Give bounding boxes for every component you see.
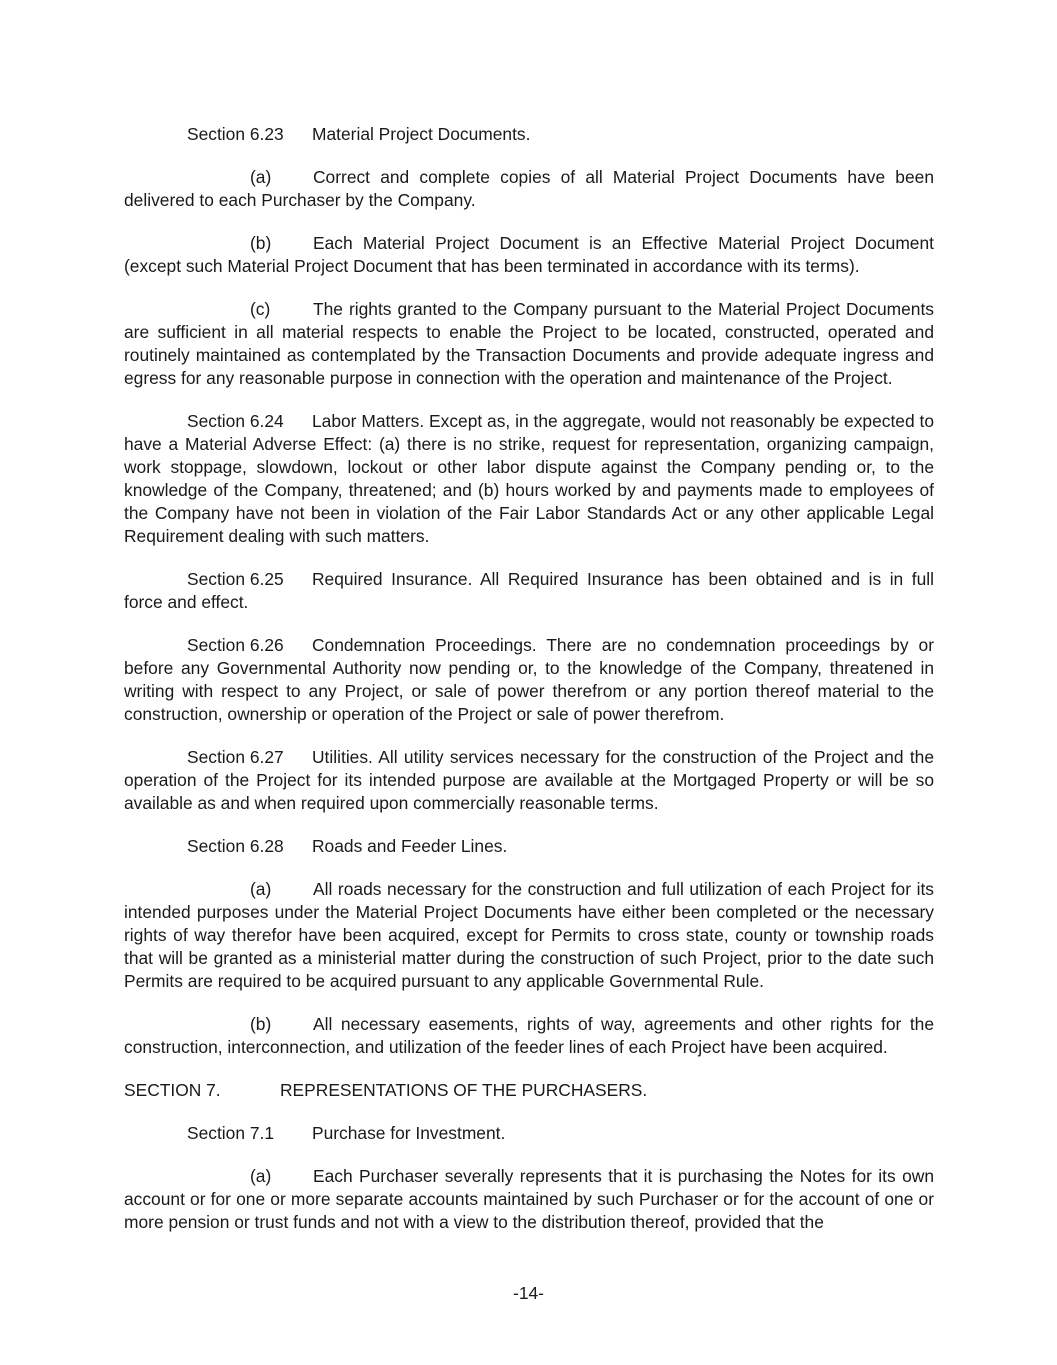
section-6-28-a: [124, 878, 934, 993]
section-7-1-heading: [124, 1122, 934, 1145]
section-number: Section 6.26: [187, 635, 284, 655]
section-text: Except as, in the aggregate, would not reasonably be expected to have a Material Adverse Effect: (a) there is no strike, request for representation, organizing campaign, work stoppage, slowdown, lockout or other labor dispute against the Company pending or, to the knowledge of the Company, threatened; and (b) hours worked by and payments made to employees of the Company have not been in violation of the Fair Labor Standards Act or any other applicable Legal Requirement dealing with such matters.: [124, 411, 934, 546]
page-number: -14-: [513, 1283, 544, 1303]
section-number: Section 6.27: [187, 747, 284, 767]
section-text: All utility services necessary for the construction of the Project and the operation of the Project for its intended purpose are available at the Mortgaged Property or will be so available as and when required upon commercially reasonable terms.: [124, 747, 935, 813]
document-page: [124, 123, 934, 1254]
section-6-28-heading: [124, 835, 934, 858]
section-6-25: [124, 568, 934, 614]
article-title: REPRESENTATIONS OF THE PURCHASERS.: [280, 1080, 648, 1100]
clause-text: Each Material Project Document is an Effective Material Project Document (except such Material Project Document that has been terminated in accordance with its terms).: [124, 233, 934, 276]
section-number: Section 6.24: [187, 411, 284, 431]
section-number: Section 6.23: [187, 124, 284, 144]
section-text: All Required Insurance has been obtained and is in full force and effect.: [124, 569, 935, 612]
section-title: Roads and Feeder Lines.: [312, 836, 508, 856]
section-title: Material Project Documents.: [312, 124, 531, 144]
section-6-26: [124, 634, 934, 726]
section-6-23-b: [124, 232, 934, 278]
clause-number: (b): [250, 233, 272, 253]
section-7-heading: [124, 1079, 934, 1102]
section-6-23-heading: [124, 123, 934, 146]
section-title: Labor Matters.: [312, 411, 425, 431]
section-6-27: [124, 746, 934, 815]
clause-number: (a): [250, 167, 272, 187]
section-title: Utilities.: [312, 747, 373, 767]
clause-number: (c): [250, 299, 271, 319]
clause-text: The rights granted to the Company pursuant to the Material Project Documents are sufficient in all material respects to enable the Project to be located, constructed, operated and routinely maintained as contemplated by the Transaction Documents and provide adequate ingress and egress for any reasonable purpose in connection with the operation and maintenance of the Project.: [124, 299, 934, 388]
section-text: There are no condemnation proceedings by or before any Governmental Authority now pending or, to the knowledge of the Company, threatened in writing with respect to any Project, or sale of power therefrom or any portion thereof material to the construction, ownership or operation of the Project or sale of power therefrom.: [124, 635, 934, 724]
clause-text: All roads necessary for the construction and full utilization of each Project for its intended purposes under the Material Project Documents have either been completed or the necessary rights of way therefor have been acquired, except for Permits to cross state, county or township roads that will be granted as a ministerial matter during the construction of such Project, prior to the date such Permits are required to be acquired pursuant to any applicable Governmental Rule.: [124, 879, 934, 991]
article-number: SECTION 7.: [124, 1080, 221, 1100]
section-7-1-a: [124, 1165, 934, 1234]
section-number: Section 6.28: [187, 836, 284, 856]
clause-text: Each Purchaser severally represents that it is purchasing the Notes for its own account or for one or more separate accounts maintained by such Purchaser or for the account of one or more pension or trust funds and not with a view to the distribution thereof, provided that the: [124, 1166, 934, 1232]
clause-text: All necessary easements, rights of way, agreements and other rights for the construction, interconnection, and utilization of the feeder lines of each Project have been acquired.: [124, 1014, 934, 1057]
section-title: Required Insurance.: [312, 569, 473, 589]
section-6-23-c: [124, 298, 934, 390]
clause-text: Correct and complete copies of all Material Project Documents have been delivered to each Purchaser by the Company.: [124, 167, 934, 210]
clause-number: (a): [250, 1166, 272, 1186]
section-number: Section 7.1: [187, 1123, 275, 1143]
section-title: Purchase for Investment.: [312, 1123, 506, 1143]
clause-number: (a): [250, 879, 272, 899]
section-number: Section 6.25: [187, 569, 284, 589]
clause-number: (b): [250, 1014, 272, 1034]
section-6-23-a: [124, 166, 934, 212]
section-6-28-b: [124, 1013, 934, 1059]
section-title: Condemnation Proceedings.: [312, 635, 537, 655]
section-6-24: [124, 410, 934, 548]
